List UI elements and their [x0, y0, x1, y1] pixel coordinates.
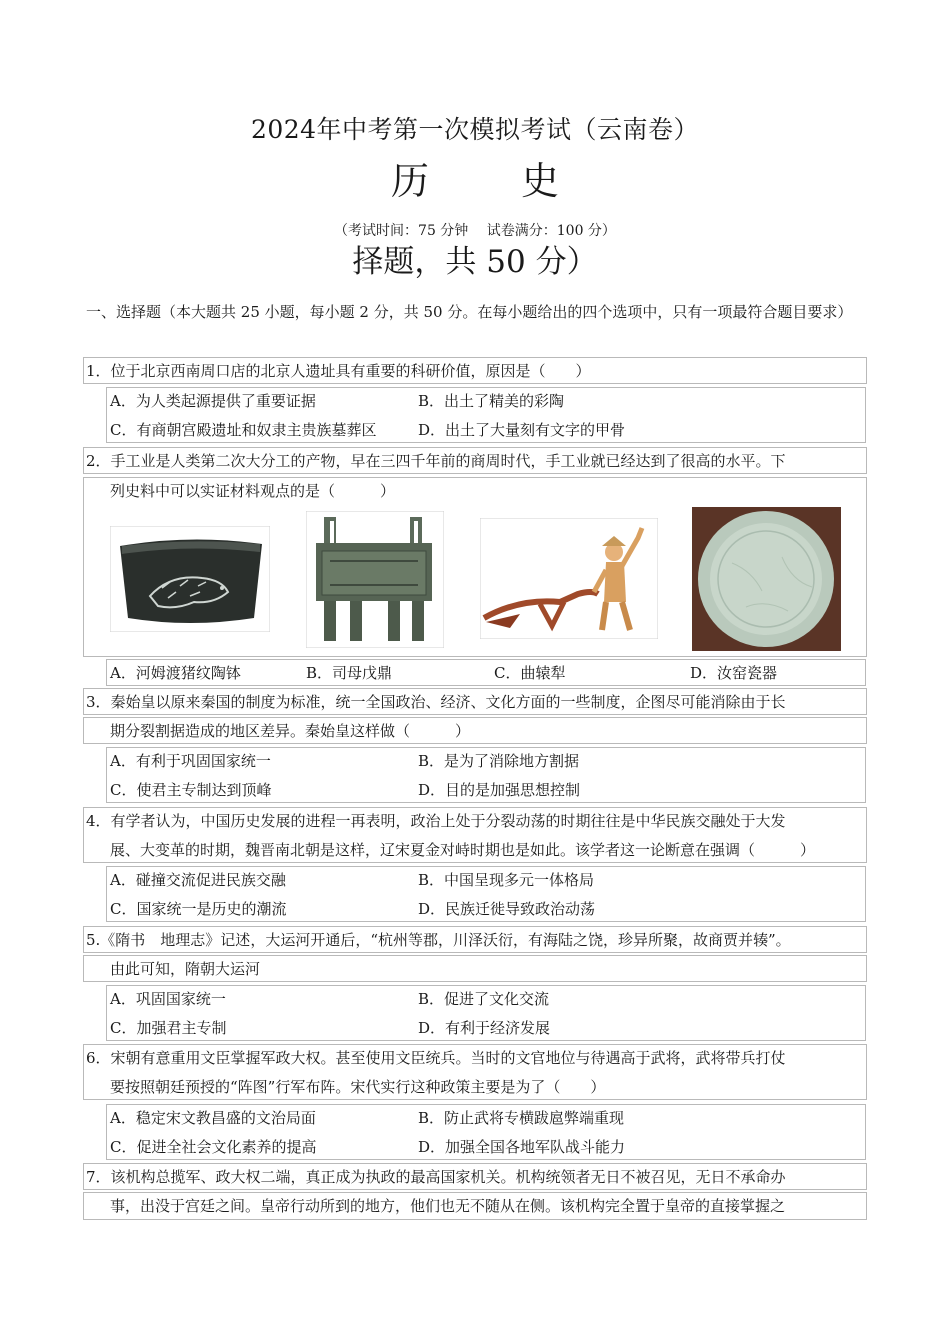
pottery-bowl-image — [110, 526, 270, 632]
question-1-option-a[interactable]: A．为人类起源提供了重要证据 — [110, 392, 316, 410]
question-5-option-d[interactable]: D．有利于经济发展 — [418, 1019, 551, 1037]
question-5-option-b[interactable]: B．促进了文化交流 — [418, 990, 550, 1008]
question-5-stem-line-2: 由此可知，隋朝大运河 — [110, 960, 261, 978]
question-6-stem-line-1: 6．宋朝有意重用文臣掌握军政大权。甚至使用文臣统兵。当时的文官地位与待遇高于武将，武将带兵打仗 — [86, 1049, 786, 1067]
question-6-option-d[interactable]: D．加强全国各地军队战斗能力 — [418, 1138, 626, 1156]
question-7-stem-line-2: 事，出没于宫廷之间。皇帝行动所到的地方，他们也无不随从在侧。该机构完全置于皇帝的直接掌握之 — [110, 1197, 786, 1215]
question-3-stem-line-1: 3．秦始皇以原来秦国的制度为标准，统一全国政治、经济、文化方面的一些制度，企图尽可能消除由于长 — [86, 693, 786, 711]
exam-meta: （考试时间：75 分钟 试卷满分：100 分） — [334, 223, 616, 239]
ru-porcelain-image — [692, 507, 841, 651]
exam-title: 2024年中考第一次模拟考试（云南卷） — [250, 115, 700, 144]
question-4-option-c[interactable]: C．国家统一是历史的潮流 — [110, 900, 287, 918]
question-6-stem-line-2: 要按照朝廷预授的“阵图”行军布阵。宋代实行这种政策主要是为了（ ） — [110, 1078, 606, 1096]
question-1-option-c[interactable]: C．有商朝宫殿遗址和奴隶主贵族墓葬区 — [110, 421, 377, 439]
question-4-stem-line-1: 4．有学者认为，中国历史发展的进程一再表明，政治上处于分裂动荡的时期往往是中华民族交融处于大发 — [86, 812, 786, 830]
question-3-option-a[interactable]: A．有利于巩固国家统一 — [110, 752, 271, 770]
question-5-option-a[interactable]: A．巩固国家统一 — [110, 990, 226, 1008]
question-2-option-b[interactable]: B．司母戊鼎 — [306, 664, 393, 682]
question-1-stem: 1．位于北京西南周口店的北京人遗址具有重要的科研价值，原因是（ ） — [86, 362, 591, 380]
question-3-stem-line-2: 期分裂割据造成的地区差异。秦始皇这样做（ ） — [110, 722, 471, 740]
question-2-option-a[interactable]: A．河姆渡猪纹陶钵 — [110, 664, 241, 682]
question-1-option-d[interactable]: D．出土了大量刻有文字的甲骨 — [418, 421, 626, 439]
question-5-option-c[interactable]: C．加强君主专制 — [110, 1019, 227, 1037]
question-4-option-a[interactable]: A．碰撞交流促进民族交融 — [110, 871, 286, 889]
question-1-option-b[interactable]: B．出土了精美的彩陶 — [418, 392, 565, 410]
question-4-option-b[interactable]: B．中国呈现多元一体格局 — [418, 871, 595, 889]
question-4-option-d[interactable]: D．民族迁徙导致政治动荡 — [418, 900, 596, 918]
curved-plow-image — [480, 518, 658, 639]
section-intro: 一、选择题（本大题共 25 小题，每小题 2 分，共 50 分。在每小题给出的四个选项中，只有一项最符合题目要求） — [86, 303, 853, 321]
question-3-option-b[interactable]: B．是为了消除地方割据 — [418, 752, 580, 770]
question-2-stem-line-2: 列史料中可以实证材料观点的是（ ） — [110, 482, 396, 500]
question-3-option-d[interactable]: D．目的是加强思想控制 — [418, 781, 581, 799]
question-6-option-b[interactable]: B．防止武将专横跋扈弊端重现 — [418, 1109, 625, 1127]
question-4-stem-line-2: 展、大变革的时期，魏晋南北朝是这样，辽宋夏金对峙时期也是如此。该学者这一论断意在强调（ ） — [110, 841, 816, 859]
question-6-option-c[interactable]: C．促进全社会文化素养的提高 — [110, 1138, 317, 1156]
question-5-stem-line-1: 5.《隋书 地理志》记述，大运河开通后，“杭州等郡，川泽沃衍，有海陆之饶，珍异所聚，故商贾并辏”。 — [86, 931, 791, 949]
subject-title: 历 史 — [390, 159, 600, 203]
question-2-option-c[interactable]: C．曲辕犁 — [494, 664, 566, 682]
question-2-stem-line-1: 2．手工业是人类第二次大分工的产物，早在三四千年前的商周时代，手工业就已经达到了很高的水平。下 — [86, 452, 786, 470]
question-7-stem-line-1: 7．该机构总揽军、政大权二端，真正成为执政的最高国家机关。机构统领者无日不被召见，无日不承命办 — [86, 1168, 786, 1186]
question-2-option-d[interactable]: D．汝窑瓷器 — [690, 664, 778, 682]
question-3-option-c[interactable]: C．使君主专制达到顶峰 — [110, 781, 272, 799]
section-heading: 择题，共 50 分） — [352, 244, 598, 280]
question-6-option-a[interactable]: A．稳定宋文教昌盛的文治局面 — [110, 1109, 316, 1127]
bronze-ding-image — [306, 511, 444, 648]
